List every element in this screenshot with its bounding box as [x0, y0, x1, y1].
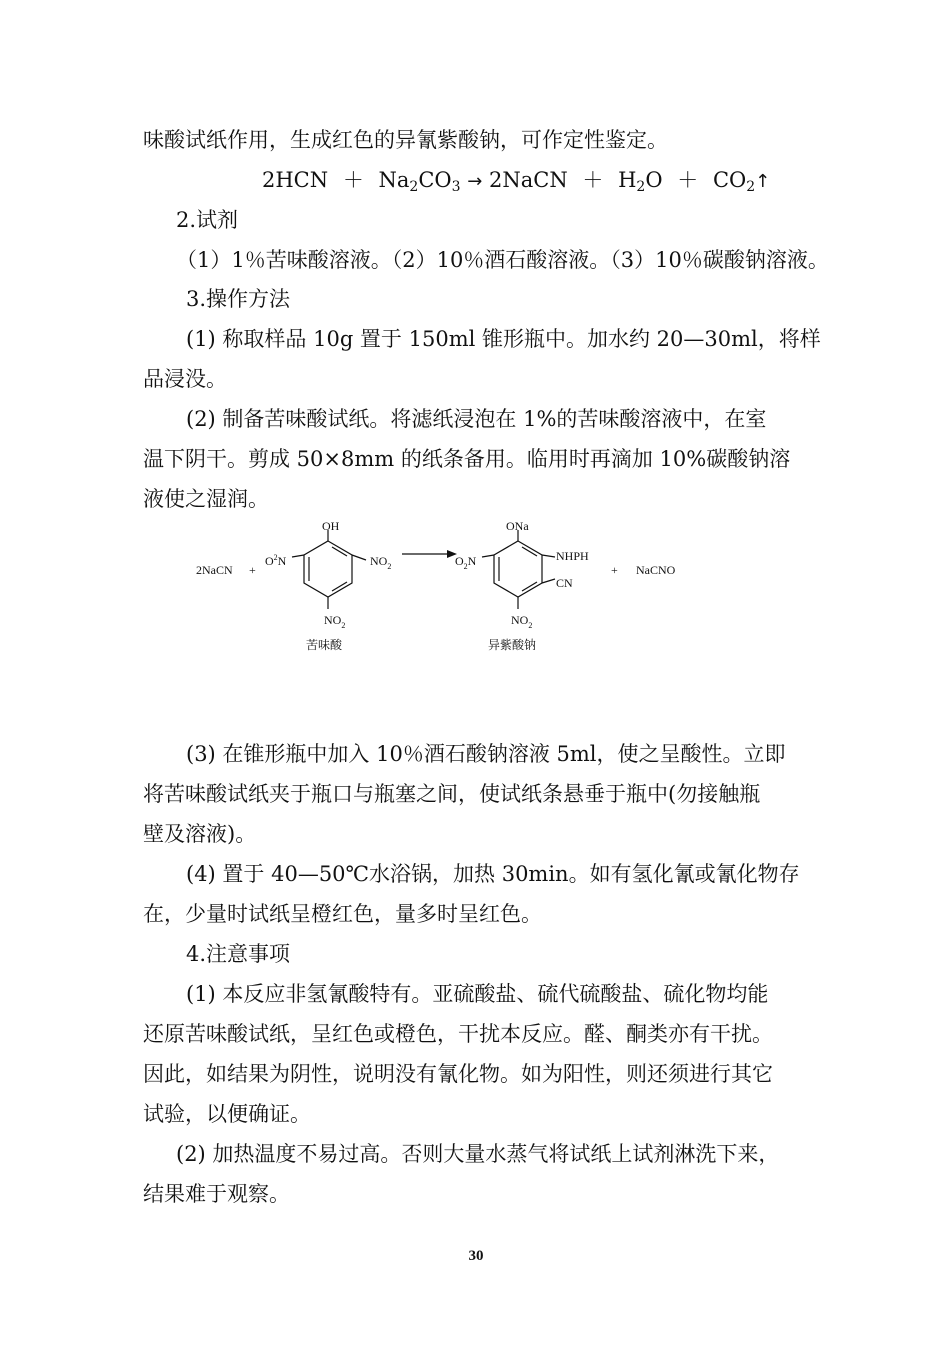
paragraph-line: 品浸没。: [143, 367, 227, 391]
eq-product: 2NaCN: [489, 168, 568, 192]
scheme-cn: CN: [556, 576, 573, 590]
product-ring: [482, 530, 555, 609]
eq-reactant: $Na_2CO_3$: [378, 168, 461, 195]
scheme-no2-right: $NO_2$: [370, 554, 392, 571]
section-title: 2.试剂: [176, 208, 239, 232]
scheme-o2n-left: $O^2N$: [265, 553, 287, 568]
paragraph-line: 在，少量时试纸呈橙红色，量多时呈红色。: [143, 902, 542, 926]
scheme-plus: +: [249, 563, 256, 577]
paragraph-line: 试验，以便确证。: [143, 1102, 311, 1126]
picric-acid-ring: [292, 530, 366, 609]
scheme-reagent: 2NaCN: [196, 563, 233, 577]
eq-product: $H_2O$: [618, 168, 663, 195]
scheme-plus: +: [611, 563, 618, 577]
paragraph-line: (2) 制备苦味酸试纸。将滤纸浸泡在 1%的苦味酸溶液中，在室: [186, 407, 767, 431]
gas-arrow: ↑: [755, 171, 771, 192]
eq-plus: ＋: [677, 168, 699, 192]
reaction-scheme: [0, 512, 952, 672]
scheme-byproduct: NaCNO: [636, 563, 676, 577]
scheme-name-product: 异紫酸钠: [488, 638, 537, 652]
paragraph-line: 液使之湿润。: [143, 487, 269, 511]
paragraph-line: （1）1％苦味酸溶液。（2）10％酒石酸溶液。（3）10％碳酸钠溶液。: [176, 248, 829, 272]
paragraph-line: 温下阴干。剪成 50×8mm 的纸条备用。临用时再滴加 10%碳酸钠溶: [143, 447, 791, 471]
scheme-oh: OH: [322, 519, 340, 533]
page-number: 30: [468, 1248, 484, 1264]
paragraph-line: (1) 本反应非氢氰酸特有。亚硫酸盐、硫代硫酸盐、硫化物均能: [186, 982, 769, 1006]
paragraph-line: (3) 在锥形瓶中加入 10％酒石酸钠溶液 5ml，使之呈酸性。立即: [186, 742, 786, 766]
scheme-name-picric-acid: 苦味酸: [306, 638, 343, 652]
reaction-arrow: →: [467, 171, 483, 192]
scheme-ona: ONa: [506, 519, 529, 533]
paragraph-line: (4) 置于 40—50℃水浴锅，加热 30min。如有氢化氰或氰化物存: [186, 862, 800, 886]
chemical-equation: [262, 164, 952, 198]
scheme-o2n-right: $O_2N$: [455, 554, 477, 571]
eq-plus: ＋: [342, 168, 364, 192]
paragraph-line: (1) 称取样品 10g 置于 150ml 锥形瓶中。加水约 20—30ml，将样: [186, 327, 821, 351]
section-title: 4.注意事项: [186, 942, 291, 966]
paragraph-line: 因此，如结果为阴性，说明没有氰化物。如为阳性，则还须进行其它: [143, 1062, 773, 1086]
paragraph-line: 结果难于观察。: [143, 1182, 290, 1206]
section-title: 3.操作方法: [186, 287, 291, 311]
paragraph-line: 味酸试纸作用，生成红色的异氰紫酸钠，可作定性鉴定。: [143, 128, 668, 152]
paragraph-line: 壁及溶液)。: [143, 822, 257, 846]
paragraph-line: 将苦味酸试纸夹于瓶口与瓶塞之间，使试纸条悬垂于瓶中(勿接触瓶: [143, 782, 761, 806]
paragraph-line: (2) 加热温度不易过高。否则大量水蒸气将试纸上试剂淋洗下来，: [176, 1142, 780, 1166]
paragraph-line: 还原苦味酸试纸，呈红色或橙色，干扰本反应。醛、酮类亦有干扰。: [143, 1022, 773, 1046]
eq-plus: ＋: [582, 168, 604, 192]
eq-product: $CO_2$: [712, 168, 756, 195]
eq-reactant: 2HCN: [262, 168, 329, 192]
scheme-no2-bottom-right: $NO_2$: [511, 613, 533, 630]
scheme-nhph: NHPH: [556, 549, 589, 563]
scheme-no2-bottom-left: $NO_2$: [324, 613, 346, 630]
